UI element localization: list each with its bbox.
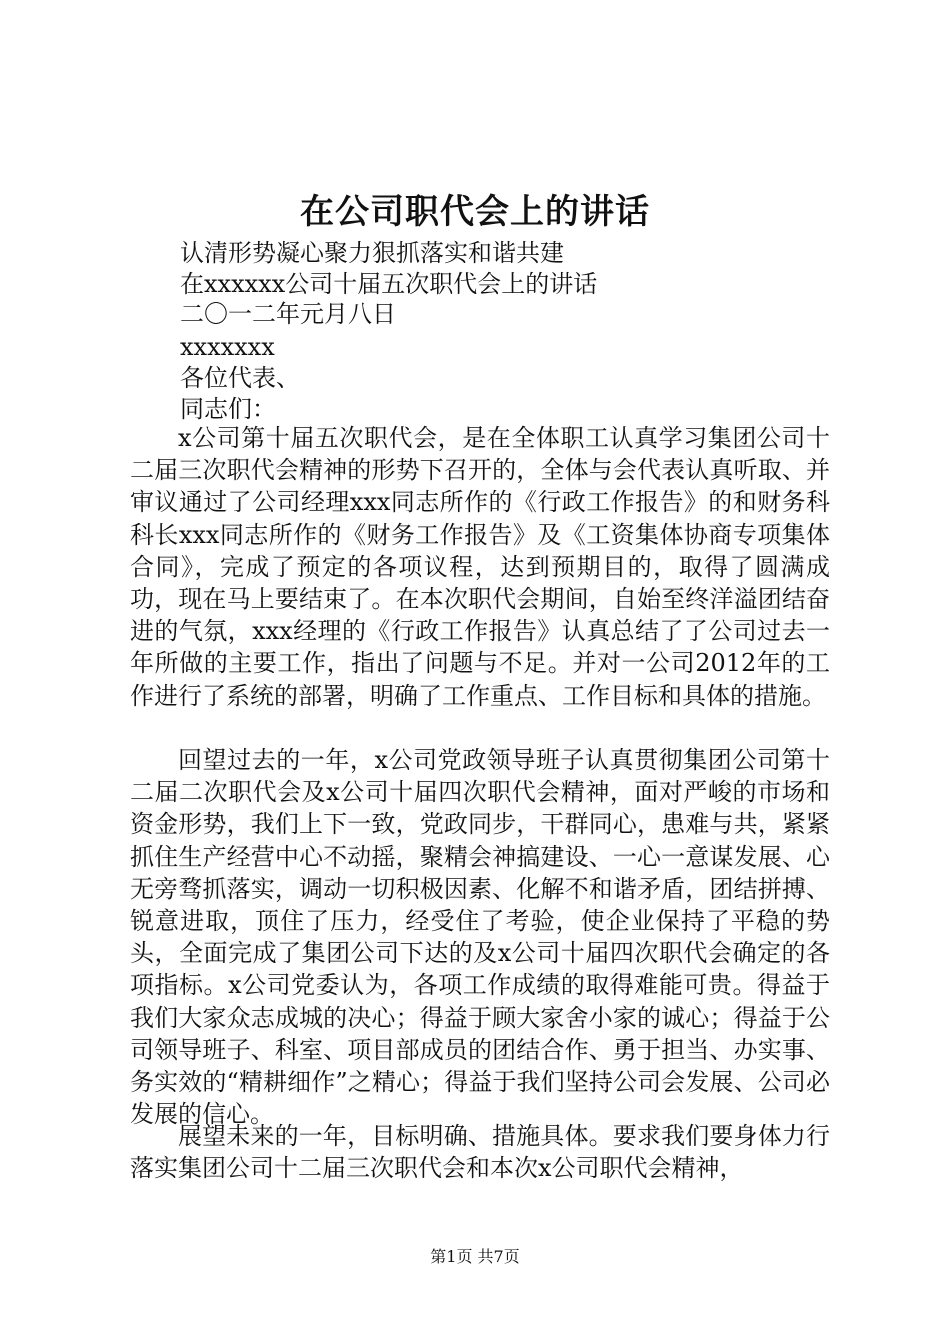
salutation-comrades: 同志们： bbox=[180, 395, 276, 423]
speaker-name: xxxxxxx bbox=[180, 333, 275, 361]
occasion-line: 在xxxxxx公司十届五次职代会上的讲话 bbox=[180, 270, 598, 298]
subtitle: 认清形势凝心聚力狠抓落实和谐共建 bbox=[180, 239, 564, 267]
paragraph-3: 展望未来的一年，目标明确、措施具体。要求我们要身体力行落实集团公司十二届三次职代会和本次x公司职代会精神， bbox=[130, 1122, 830, 1183]
paragraph-1: x公司第十届五次职代会，是在全体职工认真学习集团公司十二届三次职代会精神的形势下召开的，全体与会代表认真听取、并审议通过了公司经理xxx同志所作的《行政工作报告》的和财务科科长xxx同志所作的《财务工作报告》及《工资集体协商专项集体合同》，完成了预定的各项议程，达到预期目的，取得了圆满成功，现在马上要结束了。在本次职代会期间，自始至终洋溢团结奋进的气氛，xxx经理的《行政工作报告》认真总结了了公司过去一年所做的主要工作，指出了问题与不足。并对一公司2012年的工作进行了系统的部署，明确了工作重点、工作目标和具体的措施。 bbox=[130, 424, 830, 710]
salutation-delegates: 各位代表、 bbox=[180, 364, 300, 392]
document-title: 在公司职代会上的讲话 bbox=[300, 192, 650, 232]
paragraph-2: 回望过去的一年，x公司党政领导班子认真贯彻集团公司第十二届二次职代会及x公司十届四次职代会精神，面对严峻的市场和资金形势，我们上下一致，党政同步，干群同心，患难与共，紧紧抓住生产经营中心不动摇，聚精会神搞建设、一心一意谋发展、心无旁骛抓落实，调动一切积极因素、化解不和谐矛盾，团结拼搏、锐意进取，顶住了压力，经受住了考验，使企业保持了平稳的势头，全面完成了集团公司下达的及x公司十届四次职代会确定的各项指标。x公司党委认为，各项工作成绩的取得难能可贵。得益于我们大家众志成城的决心；得益于顾大家舍小家的诚心；得益于公司领导班子、科室、项目部成员的团结合作、勇于担当、办实事、务实效的“精耕细作”之精心；得益于我们坚持公司会发展、公司必发展的信心。 bbox=[130, 746, 830, 1129]
date-line: 二〇一二年元月八日 bbox=[180, 300, 396, 328]
page-footer: 第1页 共7页 bbox=[430, 1247, 520, 1266]
